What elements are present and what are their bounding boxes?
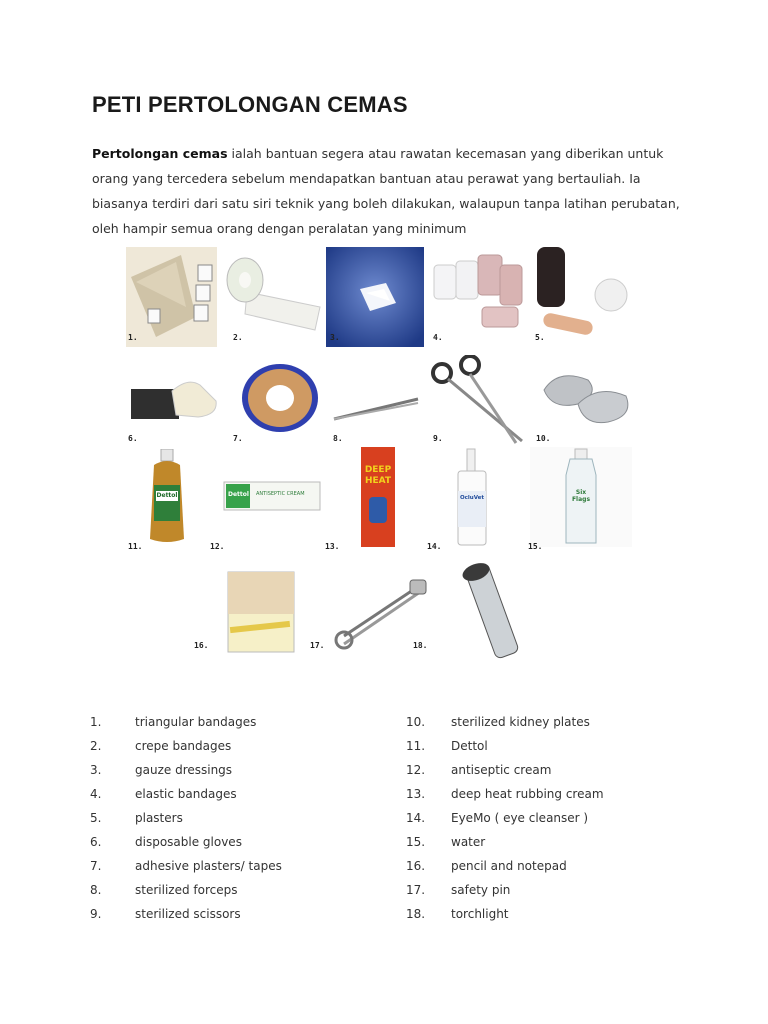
- list-item: [406, 786, 706, 810]
- photo-label: 15.: [528, 542, 543, 551]
- item-name: elastic bandages: [135, 787, 237, 801]
- eye-cleanser-photo: [454, 447, 490, 547]
- list-item: [406, 906, 706, 930]
- list-item: [90, 858, 390, 882]
- elastic-bandage-photo: [430, 247, 528, 347]
- page-title: PETI PERTOLONGAN CEMAS: [92, 92, 408, 117]
- torchlight-photo: [442, 562, 542, 660]
- kidney-plates-photo: [538, 360, 634, 432]
- deep-heat-label-2: HEAT: [364, 476, 392, 486]
- photo-label: 1.: [128, 333, 138, 342]
- plasters-photo: [533, 247, 632, 347]
- list-item: [406, 834, 706, 858]
- crepe-bandage-photo: [225, 252, 323, 342]
- disposable-gloves-photo: [128, 375, 220, 427]
- item-number: 16.: [406, 859, 426, 873]
- gauze-dressing-photo: [326, 247, 424, 347]
- item-name: deep heat rubbing cream: [451, 787, 604, 801]
- item-name: safety pin: [451, 883, 511, 897]
- item-number: 9.: [90, 907, 102, 921]
- triangular-bandage-photo: [126, 247, 217, 347]
- item-number: 15.: [406, 835, 426, 849]
- item-number: 6.: [90, 835, 102, 849]
- forceps-photo: [330, 393, 422, 423]
- photo-label: 6.: [128, 434, 138, 443]
- item-name: water: [451, 835, 486, 849]
- photo-label: 11.: [128, 542, 143, 551]
- item-name: sterilized scissors: [135, 907, 241, 921]
- photo-label: 5.: [535, 333, 545, 342]
- item-name: pencil and notepad: [451, 859, 567, 873]
- list-item: [90, 762, 390, 786]
- list-item: [90, 786, 390, 810]
- items-list-left: [90, 714, 390, 930]
- photo-label: 18.: [413, 641, 428, 650]
- dettol-bottle-photo: [146, 449, 188, 545]
- item-name: gauze dressings: [135, 763, 233, 777]
- item-number: 1.: [90, 715, 102, 729]
- item-number: 4.: [90, 787, 102, 801]
- intro-paragraph: [92, 141, 692, 241]
- intro-text: ialah bantuan segera atau rawatan kecemasan yang diberikan untuk orang yang tercedera sebelum mendapatkan bantuan atau perawat yang bertauliah. Ia biasanya terdiri dari satu siri teknik yang boleh dilakukan, walaupun tanpa latihan perubatan, oleh hampir semua orang dengan peralatan yang minimum: [92, 146, 680, 236]
- item-number: 8.: [90, 883, 102, 897]
- list-item: [406, 810, 706, 834]
- items-list-right: [406, 714, 706, 930]
- photo-label: 13.: [325, 542, 340, 551]
- dettol-cream-label: Dettol: [228, 491, 249, 498]
- item-name: triangular bandages: [135, 715, 257, 729]
- photo-label: 7.: [233, 434, 243, 443]
- list-item: [406, 762, 706, 786]
- item-number: 7.: [90, 859, 102, 873]
- item-number: 12.: [406, 763, 426, 777]
- item-number: 11.: [406, 739, 426, 753]
- photo-label: 3.: [330, 333, 340, 342]
- list-item: [90, 810, 390, 834]
- antiseptic-cream-label: ANTISEPTIC CREAM: [256, 491, 305, 497]
- deep-heat-label-1: DEEP: [364, 465, 392, 475]
- eye-cleanser-label: OcluVet: [459, 495, 485, 501]
- intro-term: Pertolongan cemas: [92, 146, 228, 161]
- list-item: [90, 834, 390, 858]
- list-item: [90, 714, 390, 738]
- item-name: plasters: [135, 811, 183, 825]
- item-number: 13.: [406, 787, 426, 801]
- list-item: [90, 738, 390, 762]
- item-name: sterilized forceps: [135, 883, 238, 897]
- deep-heat-badge: [369, 497, 387, 523]
- photo-label: 16.: [194, 641, 209, 650]
- item-number: 10.: [406, 715, 426, 729]
- item-number: 3.: [90, 763, 102, 777]
- item-name: Dettol: [451, 739, 488, 753]
- photo-label: 2.: [233, 333, 243, 342]
- photo-label: 9.: [433, 434, 443, 443]
- item-number: 5.: [90, 811, 102, 825]
- water-bottle-photo: [530, 447, 632, 547]
- item-number: 14.: [406, 811, 426, 825]
- photo-label: 12.: [210, 542, 225, 551]
- item-number: 18.: [406, 907, 426, 921]
- photo-label: 17.: [310, 641, 325, 650]
- scissors-photo: [430, 355, 526, 447]
- list-item: [90, 906, 390, 930]
- dettol-label: Dettol: [156, 492, 178, 499]
- antiseptic-cream-photo: [222, 478, 322, 514]
- deep-heat-photo: [361, 447, 395, 547]
- photo-label: 8.: [333, 434, 343, 443]
- water-label: Six Flags: [571, 489, 591, 503]
- item-name: torchlight: [451, 907, 509, 921]
- item-name: antiseptic cream: [451, 763, 552, 777]
- item-name: crepe bandages: [135, 739, 232, 753]
- photo-label: 10.: [536, 434, 551, 443]
- list-item: [90, 882, 390, 906]
- item-number: 17.: [406, 883, 426, 897]
- list-item: [406, 882, 706, 906]
- photo-label: 14.: [427, 542, 442, 551]
- item-number: 2.: [90, 739, 102, 753]
- item-name: sterilized kidney plates: [451, 715, 590, 729]
- list-item: [406, 738, 706, 762]
- item-name: EyeMo ( eye cleanser ): [451, 811, 589, 825]
- list-item: [406, 714, 706, 738]
- item-name: disposable gloves: [135, 835, 242, 849]
- pencil-notepad-photo: [216, 562, 306, 660]
- item-name: adhesive plasters/ tapes: [135, 859, 282, 873]
- photo-label: 4.: [433, 333, 443, 342]
- adhesive-tape-photo: [236, 360, 322, 436]
- list-item: [406, 858, 706, 882]
